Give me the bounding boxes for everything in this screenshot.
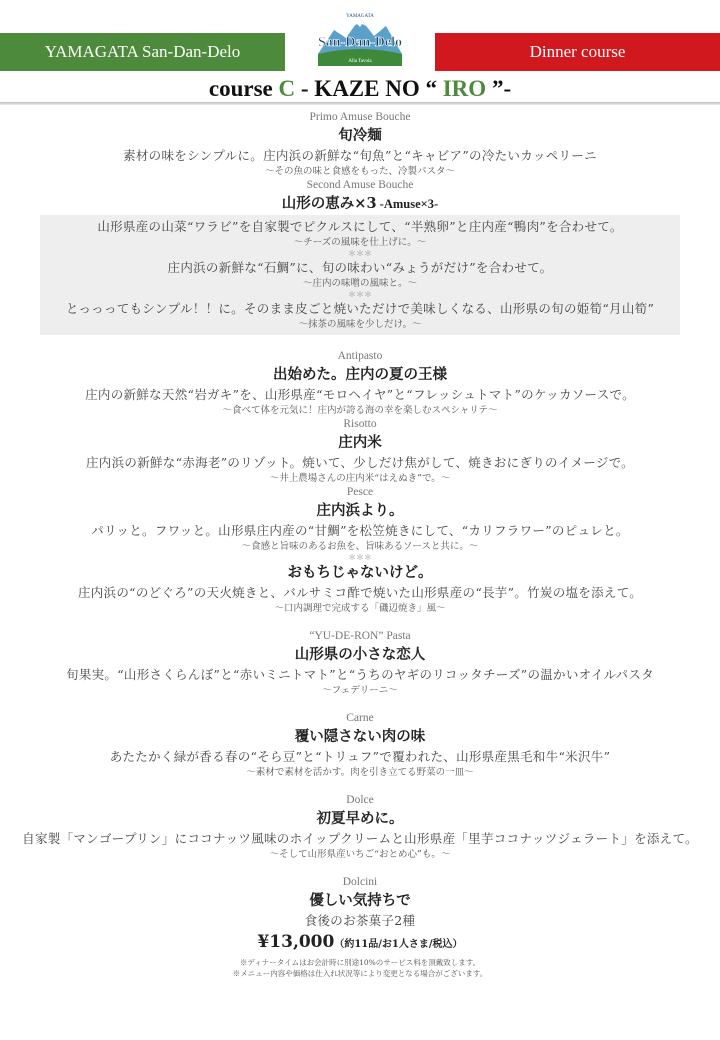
course-type: Dinner course [529,42,626,61]
section-heading: Risotto [343,418,377,430]
dish-description: 食後のお茶菓子2種 [304,913,416,928]
dish-description: 素材の味をシンプルに。庄内浜の新鮮な“旬魚”と“キャビア”の冷たいカッペリーニ [123,148,597,163]
section-heading: Second Amuse Bouche [306,179,414,191]
section-heading: Antipasto [337,350,383,362]
course-type-banner [435,33,720,71]
dish-note: ～そして山形県産いちご“おとめ心”も。～ [269,849,451,860]
dish-description: 庄内浜の“のどぐろ”の天火焼きと、バルサミコ酢で焼いた山形県産の“長芋”。竹炭の塩を添えて。 [77,585,643,600]
section-heading: Pesce [346,486,374,498]
dish-note: ～井上農場さんの庄内米“はえぬき”で。～ [269,473,451,484]
section-heading: “YU-DE-RON” Pasta [309,630,411,642]
dish-description: パリッと。フワッと。山形県庄内産の“甘鯛”を松笠焼きにして、“カリフラワー”のピュレと。 [91,523,629,538]
dish-name: 初夏早めに。 [316,810,404,827]
section-heading: Dolcini [342,876,378,888]
dish-name: 覆い隠さない肉の味 [294,728,426,745]
dish-note: ～その魚の味と食感をもった、冷製パスタ～ [264,166,455,177]
restaurant-logo [312,8,408,72]
dish-name: 山形県の小さな恋人 [294,646,426,663]
section-heading: Carne [346,712,374,724]
dish-name: おもちじゃないけど。 [287,564,433,581]
dish-note: ～食感と旨味のあるお魚を、旨味あるソースと共に。～ [241,541,479,552]
dish-description: 山形県産の山菜“ワラビ”を自家製でピクルスにして、“半熟卵”と庄内産“鴨肉”を合わせて。 [97,219,623,234]
dish-description: 旬果実。“山形さくらんぼ”と“赤いミニトマト”と“うちのヤギのリコッタチーズ”の温かいオイルパスタ [66,667,654,682]
dish-description: 庄内浜の新鮮な“赤海老”のリゾット。焼いて、少しだけ焦がして、焼きおにぎりのイメージで。 [86,455,634,470]
amuse-trio-box [40,215,680,335]
svg-text:Alla Tavola: Alla Tavola [348,59,372,64]
dish-note: ～素材で素材を活かす。肉を引き立てる野菜の一皿～ [246,767,474,778]
service-charge-note: ※ディナータイムはお会計時に別途10%のサービス料を頂戴致します。 [239,958,481,967]
dish-name: 庄内浜より。 [316,502,404,519]
separator: ＊＊＊ [348,249,372,258]
course-price: ¥13,000（約11品/お1人さま/税込） [257,932,463,952]
dish-description: 自家製「マンゴープリン」にココナッツ風味のホイップクリームと山形県産「里芋ココナッツジェラート」を添えて。 [22,831,698,846]
dish-name: 旬冷麺 [338,127,382,144]
section-heading: Dolce [346,794,374,806]
dish-name: 山形の恵み×3 -Amuse×3- [281,195,439,212]
restaurant-name: YAMAGATA San-Dan-Delo [44,42,241,61]
course-menu [0,110,720,979]
course-title: course C - KAZE NO “ IRO ”- [208,76,512,101]
dish-name: 出始めた。庄内の夏の王様 [273,366,447,383]
title-divider [0,102,720,105]
separator: ＊＊＊ [348,290,372,299]
dish-note: ～庄内の味噌の風味と。～ [302,278,417,289]
section-heading: Primo Amuse Bouche [309,111,411,123]
dish-note: ～チーズの風味を仕上げに。～ [293,237,427,248]
dish-name: 庄内米 [338,434,382,451]
dish-description: あたたかく緑が香る春の“そら豆”と“トリュフ”で覆われた、山形県産黒毛和牛“米沢牛” [109,749,611,764]
dish-note: ～食べて体を元気に！庄内が誇る海の幸を楽しむスペシャリテ～ [222,405,498,416]
separator: ＊＊＊ [348,553,372,562]
dish-name: 優しい気持ちで [309,892,411,909]
dish-note: ～口内調理で完成する「磯辺焼き」風～ [274,603,446,614]
svg-text:San-Dan-Delo: San-Dan-Delo [317,35,403,50]
dish-description: とっっってもシンプル！！に。そのまま皮ごと焼いただけで美味しくなる、山形県の旬の姫筍“月山筍” [65,301,655,316]
dish-note: ～フェデリーニ～ [322,685,398,696]
svg-text:YAMAGATA: YAMAGATA [346,14,374,19]
dish-description: 庄内の新鮮な天然“岩ガキ”を、山形県産“モロヘイヤ”と“フレッシュトマト”のケッカソースで。 [85,387,635,402]
dish-note: ～抹茶の風味を少しだけ。～ [298,319,422,330]
dish-description: 庄内浜の新鮮な“石鯛”に、旬の味わい“みょうがだけ”を合わせて。 [167,260,553,275]
menu-change-note: ※メニュー内容や価格は仕入れ状況等により変更となる場合がございます。 [232,969,488,978]
restaurant-name-banner [0,33,285,71]
